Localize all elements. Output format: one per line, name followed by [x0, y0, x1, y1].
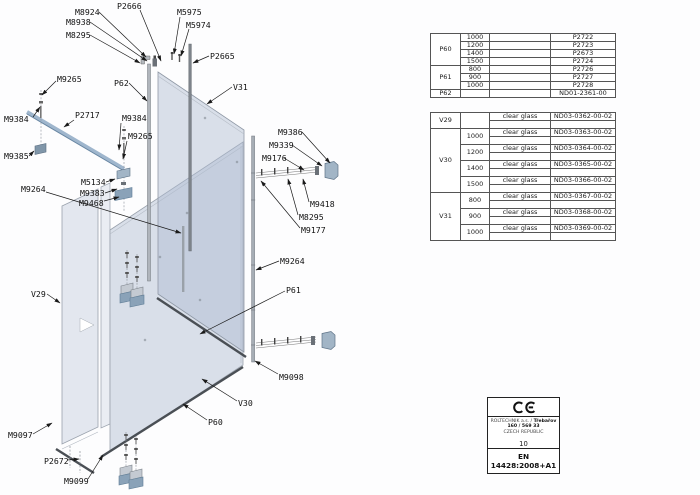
label-m5975: M5975: [177, 7, 202, 17]
glass-type-cell: clear glass: [490, 209, 551, 217]
glass-type-cell: [490, 82, 551, 90]
label-m9468: M9468: [79, 198, 104, 208]
label-m9418: M9418: [310, 199, 335, 209]
group-label-cell: P62: [431, 90, 461, 98]
wall-fastener-assembly-top: [256, 162, 338, 180]
part-code-cell: P2722: [551, 34, 616, 42]
glass-type-cell: clear glass: [490, 113, 551, 121]
size-cell: 1400: [461, 161, 490, 177]
label-m9384-right: M9384: [122, 113, 147, 123]
part-code-cell: ND03-0365-00-02: [551, 161, 616, 169]
label-p2666: P2666: [117, 1, 142, 11]
label-m9177: M9177: [301, 225, 326, 235]
group-label-cell: V30: [431, 129, 461, 193]
label-m9265-left: M9265: [57, 74, 82, 84]
glass-type-cell: [490, 66, 551, 74]
part-code-cell: P2724: [551, 58, 616, 66]
glass-type-cell: clear glass: [490, 177, 551, 185]
ce-year: 10: [519, 440, 528, 448]
label-m9097: M9097: [8, 430, 33, 440]
label-v30: V30: [238, 398, 253, 408]
label-m9264-left: M9264: [21, 184, 46, 194]
size-cell: 1000: [461, 82, 490, 90]
label-v31: V31: [233, 82, 248, 92]
group-label-cell: P61: [431, 66, 461, 90]
label-m9384-left: M9384: [4, 114, 29, 124]
glass-type-cell: [490, 34, 551, 42]
glass-type-cell: clear glass: [490, 129, 551, 137]
support-bar-p2717: [27, 112, 124, 171]
glass-type-cell: [490, 74, 551, 82]
part-code-cell: P2727: [551, 74, 616, 82]
ce-divider: [488, 416, 559, 417]
part-code-cell: ND03-0368-00-02: [551, 209, 616, 217]
spacer-cell: [490, 233, 551, 241]
size-cell: 1000: [461, 225, 490, 241]
label-m9339: M9339: [269, 140, 294, 150]
label-p2672: P2672: [44, 456, 69, 466]
label-m8924: M8924: [75, 7, 100, 17]
ce-standard: EN 14428:2008+A1: [488, 448, 559, 473]
label-p2717: P2717: [75, 110, 100, 120]
label-m5974: M5974: [186, 20, 211, 30]
label-m8938: M8938: [66, 17, 91, 27]
part-code-cell: P2726: [551, 66, 616, 74]
ce-address-text: Třebařov 160 / 569 33: [507, 418, 557, 430]
glass-panel-v29: [62, 189, 98, 449]
ce-country-text: CZECH REPUBLIC: [503, 429, 544, 435]
glass-type-cell: [490, 90, 551, 98]
size-cell: 800: [461, 193, 490, 209]
label-m5134: M5134: [81, 177, 106, 187]
part-code-cell: P2728: [551, 82, 616, 90]
size-cell: 1500: [461, 177, 490, 193]
size-cell: 800: [461, 66, 490, 74]
table-row: [431, 193, 616, 201]
size-cell: 1000: [461, 34, 490, 42]
table-row: [431, 90, 616, 98]
size-cell: 1000: [461, 129, 490, 145]
label-p61: P61: [286, 285, 301, 295]
profile-p2665-bar: [189, 44, 192, 251]
label-p60: P60: [208, 417, 223, 427]
glass-table: [430, 112, 616, 241]
label-m9385: M9385: [4, 151, 29, 161]
label-m9386: M9386: [278, 127, 303, 137]
label-m9265-right: M9265: [128, 131, 153, 141]
wall-profile-right: [251, 136, 255, 362]
part-code-cell: P2723: [551, 42, 616, 50]
label-m9264-right: M9264: [280, 256, 305, 266]
label-v29: V29: [31, 289, 46, 299]
size-cell: 900: [461, 209, 490, 225]
profiles-table: [430, 33, 616, 98]
group-label-cell: P60: [431, 34, 461, 66]
top-fittings: [153, 52, 181, 67]
label-p62: P62: [114, 78, 129, 88]
size-cell: 1400: [461, 50, 490, 58]
size-cell: 1200: [461, 42, 490, 50]
group-label-cell: V29: [431, 113, 461, 129]
spacer-cell: [551, 233, 616, 241]
ce-declaration-panel: [487, 397, 560, 474]
ce-manufacturer: [488, 419, 559, 435]
part-code-cell: ND03-0367-00-02: [551, 193, 616, 201]
label-m8295-right: M8295: [299, 212, 324, 222]
glass-type-cell: clear glass: [490, 193, 551, 201]
glass-type-cell: [490, 50, 551, 58]
glass-type-cell: clear glass: [490, 225, 551, 233]
size-cell: 1500: [461, 58, 490, 66]
glass-type-cell: [490, 58, 551, 66]
label-m9099: M9099: [64, 476, 89, 486]
part-code-cell: ND03-0369-00-02: [551, 225, 616, 233]
size-cell: [461, 90, 490, 98]
glass-edge-strip: [101, 183, 110, 428]
wall-fastener-assembly-bottom: [256, 332, 335, 350]
group-label-cell: V31: [431, 193, 461, 241]
label-p2665: P2665: [210, 51, 235, 61]
size-cell: [461, 113, 490, 129]
size-cell: 900: [461, 74, 490, 82]
table-row: [431, 113, 616, 121]
glass-type-cell: clear glass: [490, 161, 551, 169]
part-code-cell: P2673: [551, 50, 616, 58]
glass-type-cell: clear glass: [490, 145, 551, 153]
part-code-cell: ND03-0364-00-02: [551, 145, 616, 153]
ce-maker-text: ROLTECHNIK a.s. /: [490, 418, 534, 424]
table-row: [431, 129, 616, 137]
label-m8295: M8295: [66, 30, 91, 40]
label-m9098: M9098: [279, 372, 304, 382]
part-code-cell: ND03-0363-00-02: [551, 129, 616, 137]
ce-mark-icon: [506, 398, 542, 416]
part-code-cell: ND03-0362-00-02: [551, 113, 616, 121]
glass-type-cell: [490, 42, 551, 50]
wall-profile-left: [182, 226, 184, 292]
part-code-cell: ND03-0366-00-02: [551, 177, 616, 185]
part-code-cell: ND01-2361-00: [551, 90, 616, 98]
size-cell: 1200: [461, 145, 490, 161]
label-m9383: M9383: [80, 188, 105, 198]
label-m9176: M9176: [262, 153, 287, 163]
